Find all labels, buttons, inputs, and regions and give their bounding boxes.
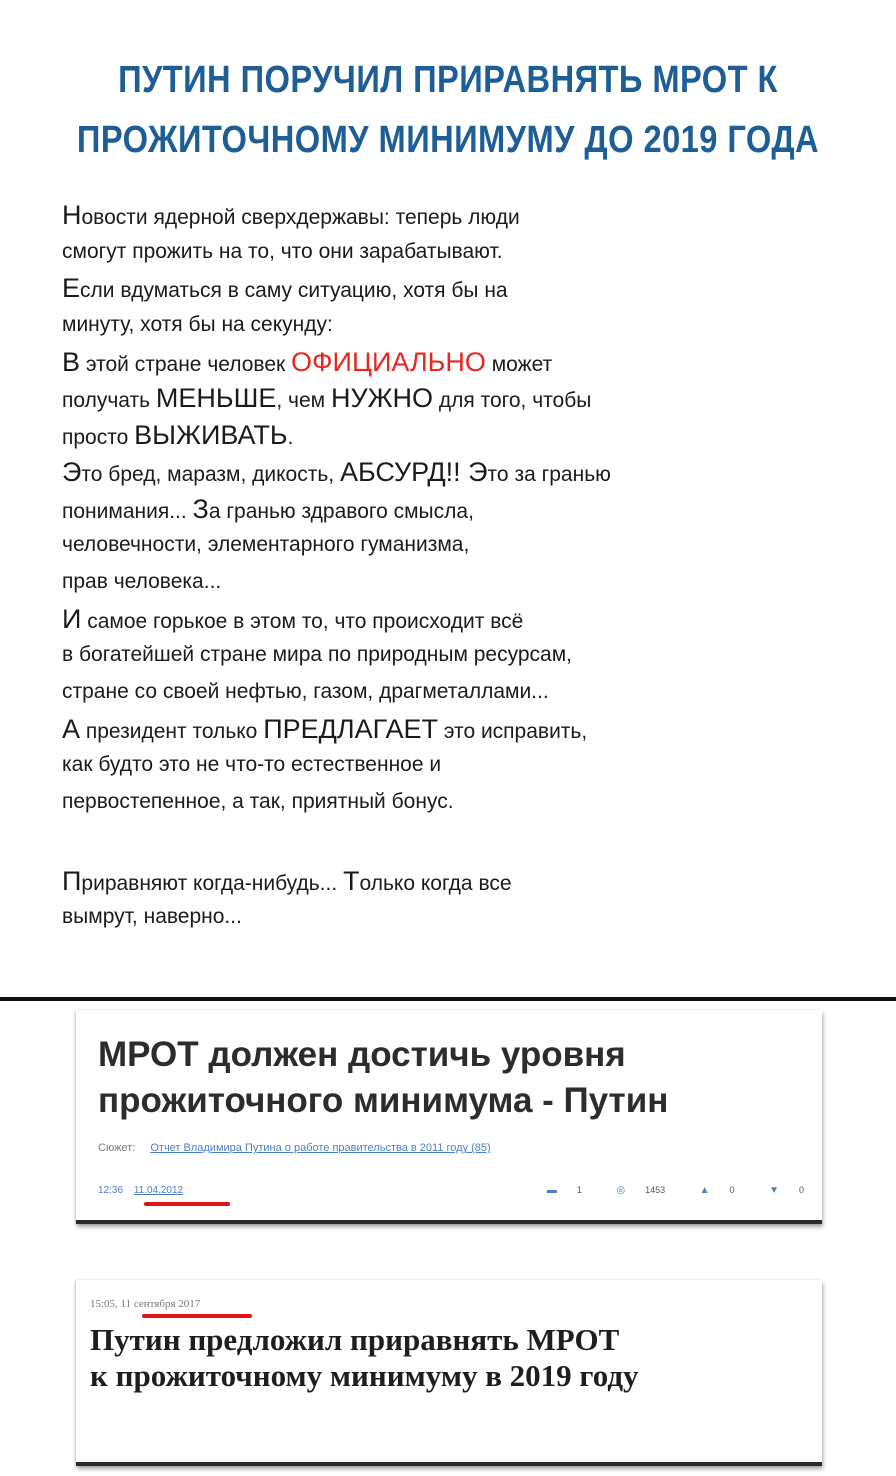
highlight-officially: ОФИЦИАЛЬНО (291, 346, 486, 377)
text: это исправить, (437, 719, 588, 743)
article-text (62, 197, 862, 936)
news-datetime: 15:05, 11 сентября 2017 (90, 1298, 201, 1310)
text: минуту, хотя бы на секунду: (62, 313, 333, 337)
article-line (62, 344, 862, 381)
red-underline-mark (142, 1314, 252, 1318)
text: П (62, 865, 82, 896)
dislikes-count: 0 (798, 1185, 804, 1195)
story-row (98, 1142, 491, 1154)
news-stats (515, 1185, 804, 1196)
dislikes-stat[interactable] (753, 1185, 804, 1195)
text: первостепенное, а так, приятный бонус. (62, 790, 454, 813)
story-link[interactable]: Отчет Владимира Путина о работе правительства в 2011 году (85) (150, 1142, 491, 1154)
article-line (62, 747, 862, 784)
story-label: Сюжет: (98, 1142, 136, 1154)
text: овости ядерной сверхдержавы: теперь люди (81, 206, 520, 229)
text: в богатейшей стране мира по природным ресурсам, (62, 643, 572, 667)
text: сли вдуматься в саму ситуацию, хотя бы на (80, 279, 508, 303)
text: просто (62, 426, 135, 450)
news-title-line: Путин предложил приравнять МРОТ (90, 1322, 620, 1357)
text: В (62, 346, 81, 377)
article-line (62, 491, 862, 528)
article-line (62, 863, 862, 900)
news-date-link[interactable]: 11.04.2012 (133, 1185, 184, 1196)
text: Н (62, 200, 82, 230)
paragraph-gap (62, 821, 862, 863)
news-title-line: прожиточного минимума - Путин (98, 1081, 669, 1120)
text: . (287, 426, 294, 450)
text: самое горькое в этом то, что происходит всё (81, 609, 524, 633)
article-line (62, 380, 862, 417)
comments-count: 1 (576, 1185, 582, 1195)
text: Э (62, 456, 82, 487)
text: то за гранью (487, 462, 611, 486)
comments-stat[interactable] (531, 1185, 582, 1195)
text: А (62, 713, 81, 744)
text: И (62, 603, 82, 634)
text: получать (62, 389, 156, 413)
text: для того, чтобы (433, 389, 592, 413)
article-line (62, 197, 862, 234)
text: риравняют когда-нибудь... (81, 871, 344, 895)
news-card-2017 (76, 1280, 822, 1466)
text: как будто это не что-то естественное и (62, 753, 442, 777)
text: прав человека... (62, 569, 222, 593)
article-line (62, 307, 862, 344)
article-line (62, 270, 862, 307)
article-line (62, 601, 862, 638)
text: то бред, маразм, дикость, (81, 462, 340, 486)
article-line (62, 637, 862, 674)
text: Т (343, 865, 360, 896)
news-time: 12:36 (98, 1185, 124, 1196)
article-line (62, 899, 862, 936)
article-line (62, 711, 862, 748)
text: человечности, элементарного гуманизма, (62, 533, 470, 557)
article-line (62, 417, 862, 454)
text: смогут прожить на то, что они зарабатывают. (62, 239, 503, 263)
views-count: 1453 (645, 1185, 666, 1195)
text: понимания... (62, 499, 193, 523)
news-meta (98, 1185, 183, 1196)
thumbs-down-icon: ▼ (769, 1185, 779, 1196)
article-line (62, 454, 862, 491)
article-line (62, 674, 862, 711)
article-line (62, 784, 862, 821)
headline-line-2: ПРОЖИТОЧНОМУ МИНИМУМУ ДО 2019 ГОДА (76, 119, 820, 161)
news-card-2012 (76, 1010, 822, 1224)
news-title-line: МРОТ должен достичь уровня (98, 1035, 626, 1074)
text: З (192, 493, 209, 524)
news-title[interactable] (98, 1032, 808, 1124)
divider-rule (0, 997, 896, 1001)
text: стране со своей нефтью, газом, драгметаллами... (62, 679, 549, 703)
thumbs-up-icon: ▲ (699, 1185, 710, 1196)
article-line (62, 527, 862, 564)
text: АБСУРД (339, 456, 446, 487)
text: может (485, 352, 553, 376)
text: этой стране человек (80, 352, 292, 376)
headline-line-1: ПУТИН ПОРУЧИЛ ПРИРАВНЯТЬ МРОТ К (118, 59, 778, 101)
text: !! (445, 456, 469, 487)
text: Э (468, 456, 488, 487)
text: МЕНЬШЕ (155, 383, 277, 414)
text: Е (62, 273, 81, 304)
article-line (62, 564, 862, 601)
text: олько когда все (359, 871, 512, 895)
views-stat (600, 1185, 665, 1195)
text: президент только (80, 719, 264, 743)
news-title-line: к прожиточному минимуму в 2019 году (90, 1358, 639, 1393)
news-title[interactable] (90, 1322, 810, 1394)
text: , чем (276, 389, 331, 413)
comment-icon: ▬ (546, 1185, 557, 1196)
article-line (62, 234, 862, 271)
text: а гранью здравого смысла, (208, 499, 474, 523)
likes-count: 0 (729, 1185, 735, 1195)
likes-stat[interactable] (684, 1185, 735, 1195)
headline (63, 50, 834, 170)
red-underline-mark (144, 1202, 230, 1206)
text: ПРЕДЛАГАЕТ (263, 713, 438, 744)
text: ВЫЖИВАТЬ (134, 420, 288, 451)
text: вымрут, наверно... (62, 905, 242, 929)
eye-icon: ◎ (616, 1185, 626, 1196)
text: НУЖНО (330, 383, 434, 414)
